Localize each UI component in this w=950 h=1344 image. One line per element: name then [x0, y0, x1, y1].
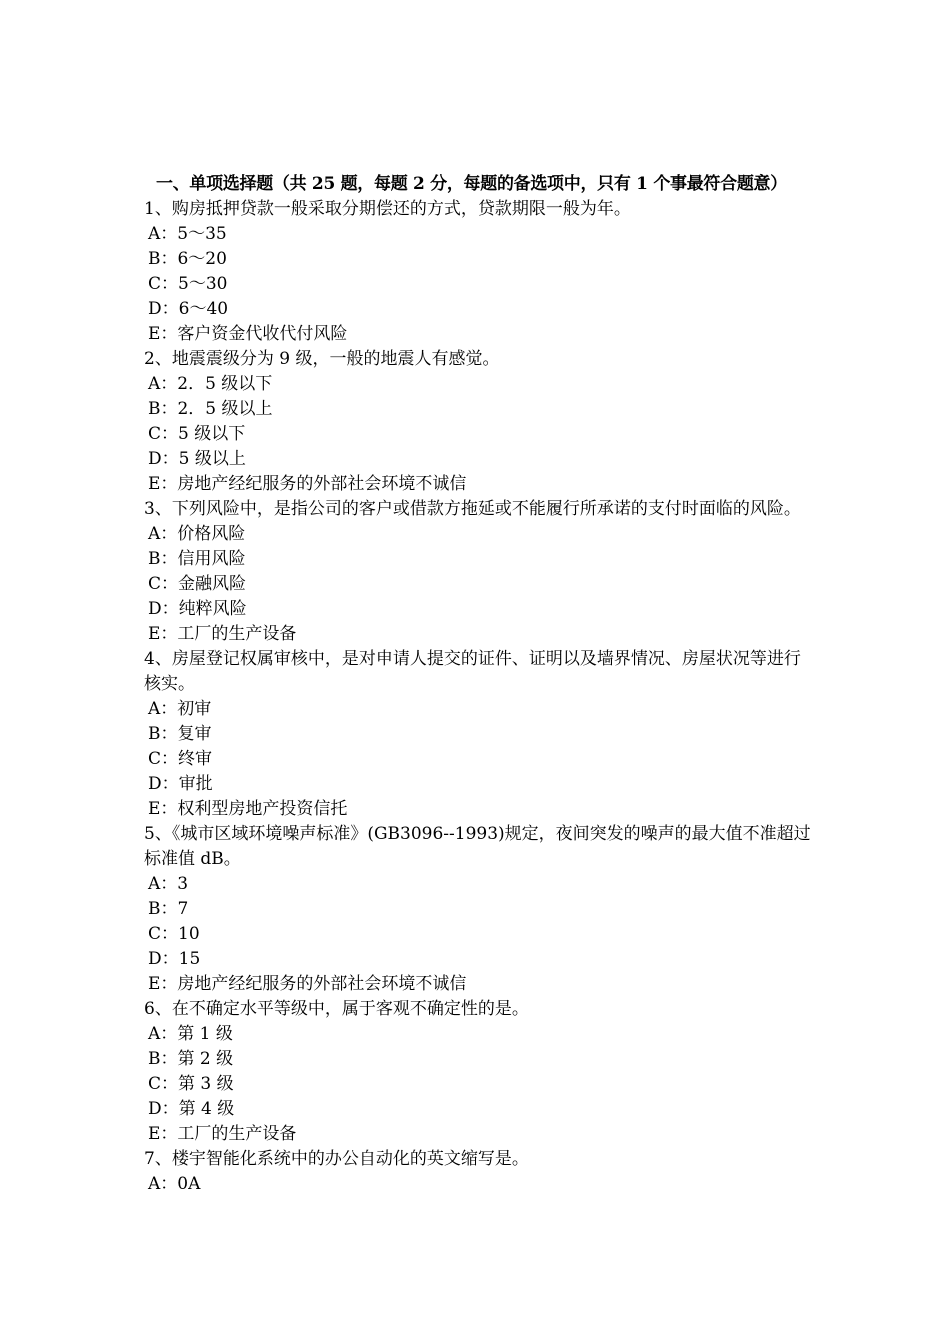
option-a: A：5～35 — [148, 224, 227, 244]
section-title: 一、单项选择题（共 25 题，每题 2 分，每题的备选项中，只有 1 个事最符合题意） — [156, 174, 787, 194]
option-a: A：3 — [148, 874, 189, 894]
option-c: C：第 3 级 — [148, 1074, 234, 1094]
option-b: B：7 — [148, 899, 189, 919]
question-stem: 2、地震震级分为 9 级，一般的地震人有感觉。 — [144, 349, 500, 369]
option-e: E：权利型房地产投资信托 — [148, 799, 348, 819]
option-c: C：终审 — [148, 749, 213, 769]
document-content — [144, 172, 812, 1197]
question-stem: 6、在不确定水平等级中，属于客观不确定性的是。 — [144, 999, 529, 1019]
option-e: E：工厂的生产设备 — [148, 1124, 297, 1144]
question-6 — [144, 997, 812, 1147]
option-b: B：第 2 级 — [148, 1049, 234, 1069]
option-e: E：客户资金代收代付风险 — [148, 324, 348, 344]
option-d: D：第 4 级 — [148, 1099, 235, 1119]
question-stem: 7、楼宇智能化系统中的办公自动化的英文缩写是。 — [144, 1149, 529, 1169]
option-b: B：2．5 级以上 — [148, 399, 273, 419]
option-a: A：0A — [148, 1174, 201, 1194]
option-b: B：复审 — [148, 724, 212, 744]
option-c: C：5 级以下 — [148, 424, 246, 444]
question-stem: 4、房屋登记权属审核中，是对申请人提交的证件、证明以及墙界情况、房屋状况等进行核实。 — [144, 649, 801, 694]
question-3 — [144, 497, 812, 647]
question-1 — [144, 197, 812, 347]
option-a: A：初审 — [148, 699, 212, 719]
option-a: A：第 1 级 — [148, 1024, 233, 1044]
question-stem: 5、《城市区域环境噪声标准》(GB3096--1993)规定，夜间突发的噪声的最大值不准超过标准值 dB。 — [144, 824, 811, 869]
option-b: B：6～20 — [148, 249, 227, 269]
question-stem: 3、下列风险中，是指公司的客户或借款方拖延或不能履行所承诺的支付时面临的风险。 — [144, 499, 801, 519]
option-b: B：信用风险 — [148, 549, 246, 569]
option-a: A：2．5 级以下 — [148, 374, 273, 394]
option-e: E：房地产经纪服务的外部社会环境不诚信 — [148, 974, 467, 994]
question-4 — [144, 647, 812, 822]
option-d: D：纯粹风险 — [148, 599, 247, 619]
question-5 — [144, 822, 812, 997]
option-d: D：审批 — [148, 774, 213, 794]
option-d: D：5 级以上 — [148, 449, 246, 469]
question-stem: 1、购房抵押贷款一般采取分期偿还的方式，贷款期限一般为年。 — [144, 199, 631, 219]
question-2 — [144, 347, 812, 497]
option-c: C：金融风险 — [148, 574, 247, 594]
question-7 — [144, 1147, 812, 1197]
option-c: C：10 — [148, 924, 200, 944]
option-d: D：15 — [148, 949, 201, 969]
option-d: D：6～40 — [148, 299, 229, 319]
option-c: C：5～30 — [148, 274, 228, 294]
option-e: E：房地产经纪服务的外部社会环境不诚信 — [148, 474, 467, 494]
option-e: E：工厂的生产设备 — [148, 624, 297, 644]
option-a: A：价格风险 — [148, 524, 246, 544]
